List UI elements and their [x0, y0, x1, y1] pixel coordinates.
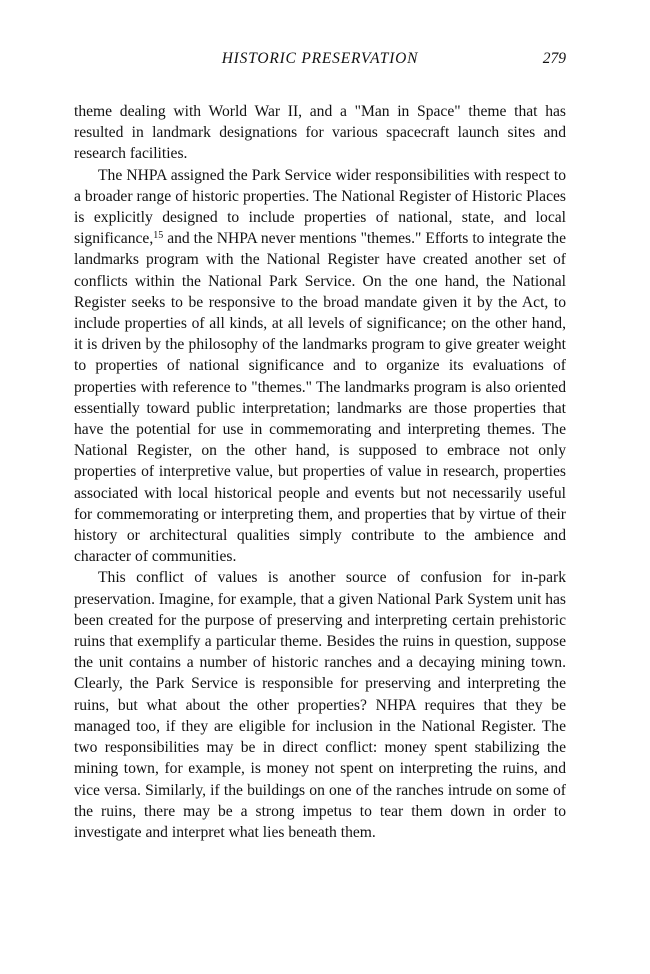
- paragraph-continuation: [74, 101, 566, 165]
- running-title: HISTORIC PRESERVATION: [221, 50, 419, 67]
- paragraph-nhpa-responsibilities: [74, 165, 566, 568]
- footnote-marker: 15: [153, 230, 164, 242]
- paragraph-text-before-note: The NHPA assigned the Park Service wider responsibilities with respect to a broader range of historic properties. The National Register of Historic Places is explicitly designed to include properties of national, state, and local significance,: [74, 166, 566, 248]
- paragraph-text: This conflict of values is another source of confusion for in-park preservation. Imagine, for example, that a given National Park System unit has been created for the purpose of preserving and interpreting certain prehistoric ruins that exemplify a particular theme. Besides the ruins in question, suppose the unit contains a number of historic ranches and a decaying mining town. Clearly, the Park Service is responsible for preserving and interpreting the ruins, but what about the other properties? NHPA requires that they be managed too, if they are eligible for inclusion in the National Register. The two responsibilities may be in direct conflict: money spent stabilizing the mining town, for example, is money not spent on interpreting the ruins, and vice versa. Similarly, if the buildings on one of the ranches intrude on some of the ruins, there may be a strong impetus to tear them down in order to investigate and interpret what lies beneath them.: [74, 569, 566, 841]
- body-text: [74, 101, 566, 843]
- paragraph-text-after-note: and the NHPA never mentions "themes." Efforts to integrate the landmarks program with the National Register have created another set of conflicts within the National Park Service. On the one hand, the National Register seeks to be responsive to the broad mandate given it by the Act, to include properties of all kinds, at all levels of significance; on the other hand, it is driven by the philosophy of the landmarks program to give greater weight to properties of national significance and to organize its evaluations of properties with reference to "themes." The landmarks program is also oriented essentially toward public interpretation; landmarks are those properties that have the potential for use in commemorating and interpreting themes. The National Register, on the other hand, is supposed to embrace not only properties of interpretive value, but properties of value in research, properties associated with local historical people and events but not necessarily useful for commemorating or interpreting them, and properties that by virtue of their history or architectural qualities simply contribute to the ambience and character of communities.: [74, 230, 566, 566]
- paragraph-conflict-of-values: [74, 567, 566, 843]
- paragraph-text: theme dealing with World War II, and a "Man in Space" theme that has resulted in landmark designations for various spacecraft launch sites and research facilities.: [74, 103, 566, 163]
- running-head: [74, 50, 566, 74]
- page-number: 279: [542, 50, 566, 67]
- book-page: [74, 50, 566, 843]
